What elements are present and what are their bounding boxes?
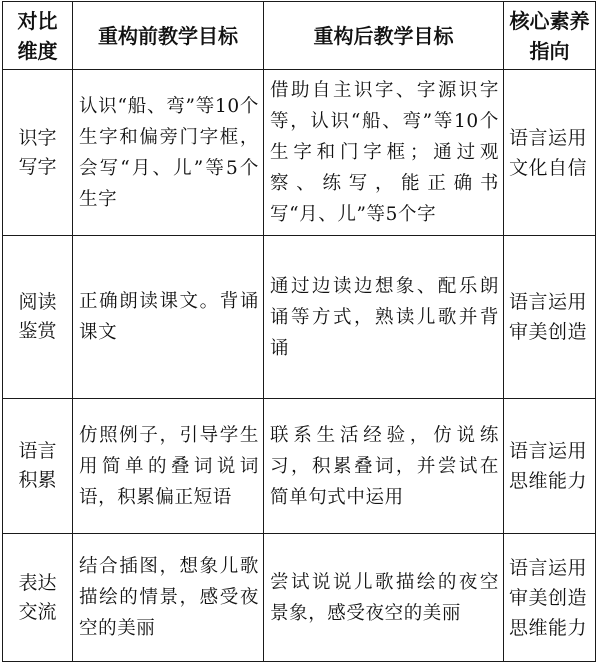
core-literacy-cell: 语言运用 思维能力 <box>504 399 596 534</box>
header-core-literacy <box>504 2 596 70</box>
header-core-line-1: 核心素养 <box>509 8 590 33</box>
after-goal-cell: 借助自主识字、字源识字等，认识“船、弯”等10个生字和门字框；通过观察、练写，能正确书写“月、儿”等5个字 <box>264 70 504 236</box>
header-before-goals: 重构前教学目标 <box>73 2 264 70</box>
core-literacy-cell: 语言运用 审美创造 思维能力 <box>504 534 596 662</box>
after-goal-cell: 联系生活经验，仿说练习，积累叠词，并尝试在简单句式中运用 <box>264 399 504 534</box>
header-after-goals: 重构后教学目标 <box>264 2 504 70</box>
core-literacy-cell: 语言运用 文化自信 <box>504 70 596 236</box>
dimension-cell: 表达 交流 <box>3 534 73 662</box>
table-row <box>3 399 596 534</box>
after-goal-cell: 尝试说说儿歌描绘的夜空景象，感受夜空的美丽 <box>264 534 504 662</box>
core-literacy-cell: 语言运用 审美创造 <box>504 236 596 399</box>
header-row <box>3 2 596 70</box>
header-dimension-line-1: 对比 <box>17 8 58 33</box>
before-goal-cell: 结合插图，想象儿歌描绘的情景，感受夜空的美丽 <box>73 534 264 662</box>
before-goal-cell: 仿照例子，引导学生用简单的叠词说词语，积累偏正短语 <box>73 399 264 534</box>
table-row <box>3 534 596 662</box>
after-goal-cell: 通过边读边想象、配乐朗诵等方式，熟读儿歌并背诵 <box>264 236 504 399</box>
teaching-goals-comparison-table <box>2 1 596 662</box>
header-dimension <box>3 2 73 70</box>
table-row <box>3 70 596 236</box>
header-core-line-2: 指向 <box>529 38 570 63</box>
header-dimension-line-2: 维度 <box>17 38 58 63</box>
dimension-cell: 语言 积累 <box>3 399 73 534</box>
before-goal-cell: 认识“船、弯”等10个生字和偏旁门字框，会写“月、儿”等5个生字 <box>73 70 264 236</box>
table-row <box>3 236 596 399</box>
dimension-cell: 阅读 鉴赏 <box>3 236 73 399</box>
dimension-cell: 识字 写字 <box>3 70 73 236</box>
before-goal-cell: 正确朗读课文。背诵课文 <box>73 236 264 399</box>
